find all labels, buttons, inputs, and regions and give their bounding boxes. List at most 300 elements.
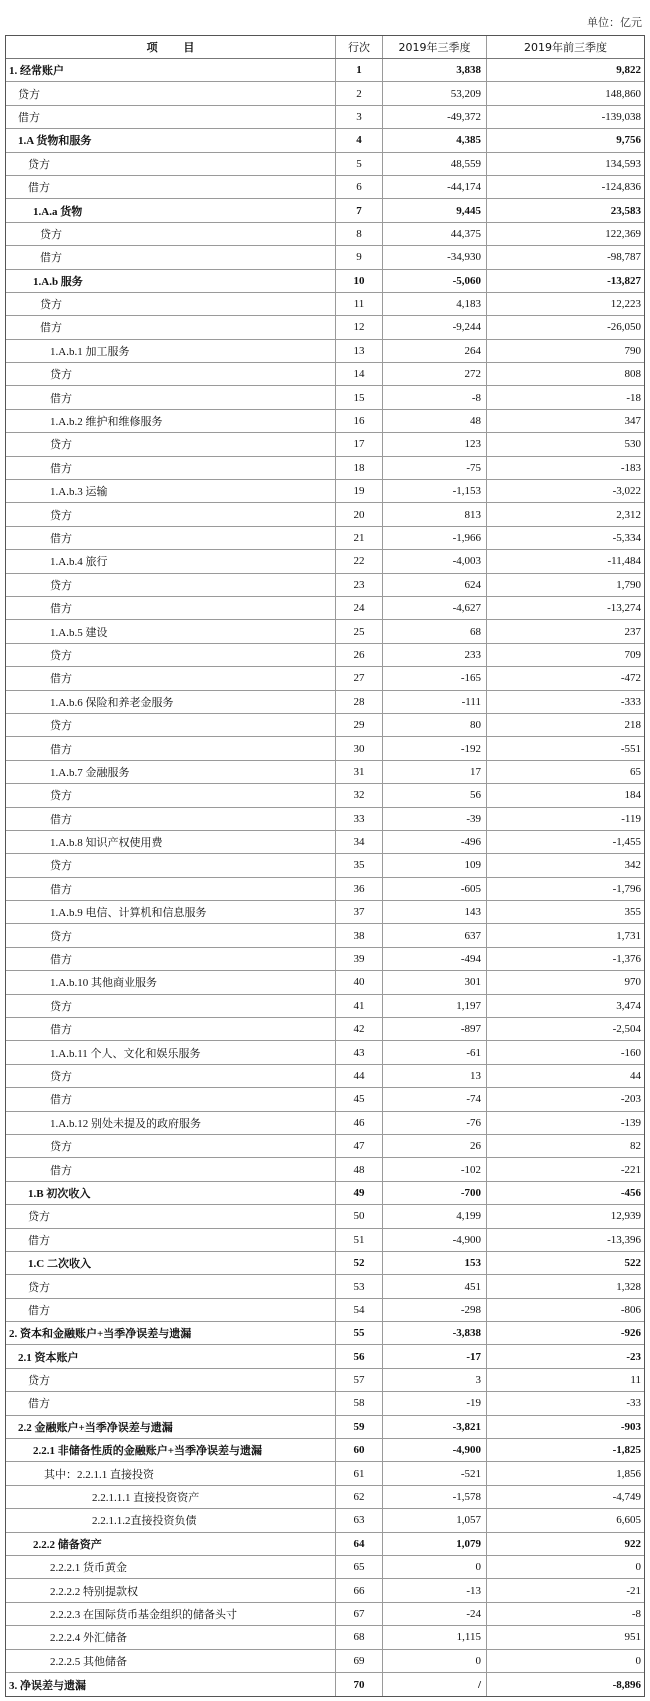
row-line-number: 57 xyxy=(336,1369,383,1391)
row-line-number: 34 xyxy=(336,831,383,853)
row-ytd-value: 6,605 xyxy=(616,1514,641,1527)
row-line-number: 59 xyxy=(336,1416,383,1438)
row-q3-value: 53,209 xyxy=(383,82,487,104)
row-line-number: 21 xyxy=(336,527,383,549)
table-row xyxy=(6,1462,644,1485)
table-row xyxy=(6,620,644,643)
row-q3-value: -605 xyxy=(383,878,487,900)
row-item-label: 1. 经常账户 xyxy=(6,59,336,81)
row-q3-value: -1,153 xyxy=(383,480,487,502)
row-ytd-value: 530 xyxy=(624,438,641,451)
row-item-label: 2.2.2.3 在国际货币基金组织的储备头寸 xyxy=(6,1603,336,1625)
row-line-number: 36 xyxy=(336,878,383,900)
row-q3-value: 272 xyxy=(383,363,487,385)
row-ytd-value: -13,827 xyxy=(607,274,641,287)
row-q3-value: 0 xyxy=(383,1556,487,1578)
row-item-label: 2.2.2.4 外汇储备 xyxy=(6,1626,336,1648)
row-line-number: 69 xyxy=(336,1650,383,1672)
row-item-label: 贷方 xyxy=(6,363,336,385)
row-item-label: 贷方 xyxy=(6,433,336,455)
row-ytd-value: 970 xyxy=(624,976,641,989)
row-q3-value: -19 xyxy=(383,1392,487,1414)
row-ytd-value: 522 xyxy=(624,1257,641,1270)
table-row xyxy=(6,901,644,924)
row-q3-value: / xyxy=(383,1673,487,1696)
row-line-number: 27 xyxy=(336,667,383,689)
row-line-number: 67 xyxy=(336,1603,383,1625)
row-item-label: 贷方 xyxy=(6,644,336,666)
table-row xyxy=(6,1533,644,1556)
row-ytd-value: 23,583 xyxy=(610,204,641,217)
row-q3-value: 4,183 xyxy=(383,293,487,315)
row-ytd-value: -8,896 xyxy=(612,1678,641,1691)
row-q3-value: -102 xyxy=(383,1158,487,1180)
row-ytd-value: -98,787 xyxy=(607,251,641,264)
row-q3-value: 813 xyxy=(383,503,487,525)
table-row xyxy=(6,340,644,363)
row-q3-value: 48 xyxy=(383,410,487,432)
row-ytd-value: -11,484 xyxy=(607,555,641,568)
table-row xyxy=(6,1439,644,1462)
row-item-label: 借方 xyxy=(6,737,336,759)
row-ytd-value: 148,860 xyxy=(605,87,641,100)
table-row xyxy=(6,129,644,152)
row-item-label: 借方 xyxy=(6,1229,336,1251)
row-item-label: 2.2.2.5 其他储备 xyxy=(6,1650,336,1672)
row-line-number: 5 xyxy=(336,153,383,175)
header-q3: 2019年三季度 xyxy=(383,36,487,58)
row-q3-value: 1,057 xyxy=(383,1509,487,1531)
table-row xyxy=(6,1369,644,1392)
table-row xyxy=(6,714,644,737)
row-ytd-value: 3,474 xyxy=(616,999,641,1012)
row-q3-value: -298 xyxy=(383,1299,487,1321)
row-line-number: 43 xyxy=(336,1041,383,1063)
row-item-label: 2. 资本和金融账户+当季净误差与遗漏 xyxy=(6,1322,336,1344)
row-ytd-value: -4,749 xyxy=(612,1491,641,1504)
row-line-number: 62 xyxy=(336,1486,383,1508)
row-line-number: 29 xyxy=(336,714,383,736)
row-ytd-value: -160 xyxy=(620,1046,641,1059)
row-q3-value: 264 xyxy=(383,340,487,362)
row-item-label: 1.B 初次收入 xyxy=(6,1182,336,1204)
row-q3-value: -496 xyxy=(383,831,487,853)
row-item-label: 1.A.a 货物 xyxy=(6,199,336,221)
table-row xyxy=(6,1205,644,1228)
row-q3-value: -76 xyxy=(383,1112,487,1134)
row-ytd-value: -1,455 xyxy=(612,836,641,849)
row-q3-value: -4,900 xyxy=(383,1439,487,1461)
row-line-number: 42 xyxy=(336,1018,383,1040)
row-line-number: 45 xyxy=(336,1088,383,1110)
row-ytd-value: -139 xyxy=(620,1116,641,1129)
row-item-label: 借方 xyxy=(6,1392,336,1414)
row-line-number: 14 xyxy=(336,363,383,385)
row-item-label: 2.1 资本账户 xyxy=(6,1345,336,1367)
row-ytd-value: 0 xyxy=(635,1561,641,1574)
row-ytd-value: 922 xyxy=(624,1537,641,1550)
row-ytd-value: -13,274 xyxy=(607,602,641,615)
row-item-label: 贷方 xyxy=(6,1135,336,1157)
row-item-label: 贷方 xyxy=(6,1065,336,1087)
row-q3-value: 4,199 xyxy=(383,1205,487,1227)
row-ytd-value: -124,836 xyxy=(601,181,641,194)
row-ytd-value: 347 xyxy=(624,415,641,428)
row-item-label: 2.2 金融账户+当季净误差与遗漏 xyxy=(6,1416,336,1438)
row-item-label: 借方 xyxy=(6,176,336,198)
row-ytd-value: 12,223 xyxy=(610,298,641,311)
header-item: 项 目 xyxy=(6,36,336,58)
table-header-row xyxy=(6,36,644,59)
row-q3-value: 153 xyxy=(383,1252,487,1274)
row-q3-value: 13 xyxy=(383,1065,487,1087)
row-line-number: 39 xyxy=(336,948,383,970)
table-row xyxy=(6,1299,644,1322)
table-row xyxy=(6,153,644,176)
row-line-number: 60 xyxy=(336,1439,383,1461)
row-item-label: 1.C 二次收入 xyxy=(6,1252,336,1274)
row-item-label: 2.2.1.1.1 直接投资资产 xyxy=(6,1486,336,1508)
row-q3-value: 44,375 xyxy=(383,223,487,245)
row-item-label: 贷方 xyxy=(6,854,336,876)
row-item-label: 借方 xyxy=(6,948,336,970)
row-q3-value: -4,900 xyxy=(383,1229,487,1251)
row-ytd-value: -33 xyxy=(626,1397,641,1410)
table-row xyxy=(6,106,644,129)
row-line-number: 15 xyxy=(336,386,383,408)
row-q3-value: -4,003 xyxy=(383,550,487,572)
row-item-label: 2.2.2.1 货币黄金 xyxy=(6,1556,336,1578)
row-item-label: 1.A.b.7 金融服务 xyxy=(6,761,336,783)
row-line-number: 32 xyxy=(336,784,383,806)
table-row xyxy=(6,1135,644,1158)
row-line-number: 6 xyxy=(336,176,383,198)
table-row xyxy=(6,550,644,573)
row-line-number: 40 xyxy=(336,971,383,993)
row-line-number: 8 xyxy=(336,223,383,245)
row-item-label: 1.A.b.12 别处未提及的政府服务 xyxy=(6,1112,336,1134)
row-line-number: 63 xyxy=(336,1509,383,1531)
row-q3-value: 109 xyxy=(383,854,487,876)
row-ytd-value: 951 xyxy=(624,1631,641,1644)
table-row xyxy=(6,574,644,597)
table-row xyxy=(6,1229,644,1252)
table-row xyxy=(6,1673,644,1696)
table-row xyxy=(6,1556,644,1579)
row-item-label: 贷方 xyxy=(6,1369,336,1391)
row-ytd-value: -21 xyxy=(626,1584,641,1597)
row-line-number: 2 xyxy=(336,82,383,104)
table-row xyxy=(6,1345,644,1368)
row-item-label: 1.A.b 服务 xyxy=(6,270,336,292)
row-q3-value: -44,174 xyxy=(383,176,487,198)
row-item-label: 借方 xyxy=(6,246,336,268)
row-item-label: 贷方 xyxy=(6,1275,336,1297)
row-q3-value: 1,197 xyxy=(383,995,487,1017)
row-q3-value: 80 xyxy=(383,714,487,736)
row-line-number: 38 xyxy=(336,924,383,946)
row-line-number: 70 xyxy=(336,1673,383,1696)
table-row xyxy=(6,480,644,503)
row-line-number: 53 xyxy=(336,1275,383,1297)
row-item-label: 1.A.b.9 电信、计算机和信息服务 xyxy=(6,901,336,923)
table-row xyxy=(6,784,644,807)
row-q3-value: -1,578 xyxy=(383,1486,487,1508)
table-row xyxy=(6,316,644,339)
row-q3-value: -39 xyxy=(383,808,487,830)
row-q3-value: -192 xyxy=(383,737,487,759)
table-row xyxy=(6,1603,644,1626)
row-line-number: 61 xyxy=(336,1462,383,1484)
row-line-number: 23 xyxy=(336,574,383,596)
table-row xyxy=(6,644,644,667)
row-line-number: 49 xyxy=(336,1182,383,1204)
row-ytd-value: -23 xyxy=(626,1350,641,1363)
row-item-label: 1.A.b.3 运输 xyxy=(6,480,336,502)
row-ytd-value: -139,038 xyxy=(601,110,641,123)
row-q3-value: -897 xyxy=(383,1018,487,1040)
table-row xyxy=(6,1416,644,1439)
row-q3-value: -75 xyxy=(383,457,487,479)
row-ytd-value: -806 xyxy=(620,1303,641,1316)
row-q3-value: 637 xyxy=(383,924,487,946)
row-ytd-value: 1,328 xyxy=(616,1280,641,1293)
table-row xyxy=(6,1182,644,1205)
row-item-label: 借方 xyxy=(6,1158,336,1180)
row-q3-value: 3,838 xyxy=(383,59,487,81)
row-q3-value: 451 xyxy=(383,1275,487,1297)
row-line-number: 25 xyxy=(336,620,383,642)
row-q3-value: 56 xyxy=(383,784,487,806)
row-q3-value: -3,821 xyxy=(383,1416,487,1438)
row-item-label: 贷方 xyxy=(6,82,336,104)
row-ytd-value: -26,050 xyxy=(607,321,641,334)
row-line-number: 51 xyxy=(336,1229,383,1251)
row-ytd-value: 2,312 xyxy=(616,508,641,521)
row-item-label: 借方 xyxy=(6,386,336,408)
row-q3-value: 1,079 xyxy=(383,1533,487,1555)
unit-label: 单位：亿元 xyxy=(587,16,642,29)
row-ytd-value: 0 xyxy=(635,1654,641,1667)
row-q3-value: 3 xyxy=(383,1369,487,1391)
row-ytd-value: 342 xyxy=(624,859,641,872)
row-ytd-value: -1,825 xyxy=(612,1444,641,1457)
row-line-number: 64 xyxy=(336,1533,383,1555)
table-row xyxy=(6,1486,644,1509)
header-line-number: 行次 xyxy=(336,36,383,58)
row-line-number: 10 xyxy=(336,270,383,292)
row-line-number: 48 xyxy=(336,1158,383,1180)
table-row xyxy=(6,433,644,456)
table-row xyxy=(6,737,644,760)
row-q3-value: -111 xyxy=(383,691,487,713)
row-item-label: 借方 xyxy=(6,597,336,619)
row-line-number: 54 xyxy=(336,1299,383,1321)
table-row xyxy=(6,386,644,409)
row-item-label: 2.2.1 非储备性质的金融账户+当季净误差与遗漏 xyxy=(6,1439,336,1461)
row-item-label: 贷方 xyxy=(6,503,336,525)
table-row xyxy=(6,246,644,269)
row-line-number: 17 xyxy=(336,433,383,455)
row-line-number: 46 xyxy=(336,1112,383,1134)
row-ytd-value: -456 xyxy=(620,1186,641,1199)
row-item-label: 其中：2.2.1.1 直接投资 xyxy=(6,1462,336,1484)
row-item-label: 贷方 xyxy=(6,574,336,596)
row-ytd-value: 12,939 xyxy=(610,1210,641,1223)
table-row xyxy=(6,831,644,854)
row-item-label: 2.2.2 储备资产 xyxy=(6,1533,336,1555)
row-q3-value: -34,930 xyxy=(383,246,487,268)
row-ytd-value: -3,022 xyxy=(612,485,641,498)
table-row xyxy=(6,924,644,947)
table-row xyxy=(6,1112,644,1135)
row-ytd-value: -221 xyxy=(620,1163,641,1176)
table-row xyxy=(6,1018,644,1041)
row-q3-value: -8 xyxy=(383,386,487,408)
row-q3-value: 301 xyxy=(383,971,487,993)
row-line-number: 24 xyxy=(336,597,383,619)
row-ytd-value: 709 xyxy=(624,648,641,661)
row-line-number: 13 xyxy=(336,340,383,362)
row-ytd-value: -203 xyxy=(620,1093,641,1106)
row-line-number: 19 xyxy=(336,480,383,502)
row-q3-value: -49,372 xyxy=(383,106,487,128)
row-ytd-value: -13,396 xyxy=(607,1233,641,1246)
row-line-number: 4 xyxy=(336,129,383,151)
table-row xyxy=(6,527,644,550)
row-q3-value: -494 xyxy=(383,948,487,970)
row-ytd-value: -183 xyxy=(620,461,641,474)
row-q3-value: 1,115 xyxy=(383,1626,487,1648)
row-item-label: 1.A.b.11 个人、文化和娱乐服务 xyxy=(6,1041,336,1063)
table-row xyxy=(6,1088,644,1111)
balance-of-payments-table xyxy=(5,35,645,1697)
row-line-number: 41 xyxy=(336,995,383,1017)
row-line-number: 55 xyxy=(336,1322,383,1344)
row-q3-value: -700 xyxy=(383,1182,487,1204)
row-item-label: 1.A.b.8 知识产权使用费 xyxy=(6,831,336,853)
row-ytd-value: 11 xyxy=(630,1374,641,1387)
row-q3-value: 0 xyxy=(383,1650,487,1672)
table-row xyxy=(6,410,644,433)
row-item-label: 3. 净误差与遗漏 xyxy=(6,1673,336,1696)
row-ytd-value: -551 xyxy=(620,742,641,755)
row-item-label: 贷方 xyxy=(6,1205,336,1227)
row-ytd-value: -333 xyxy=(620,695,641,708)
row-q3-value: -521 xyxy=(383,1462,487,1484)
table-row xyxy=(6,270,644,293)
row-item-label: 2.2.1.1.2直接投资负债 xyxy=(6,1509,336,1531)
row-q3-value: 26 xyxy=(383,1135,487,1157)
row-line-number: 11 xyxy=(336,293,383,315)
table-row xyxy=(6,223,644,246)
row-ytd-value: 1,731 xyxy=(616,929,641,942)
header-ytd: 2019年前三季度 xyxy=(524,41,607,54)
row-q3-value: 9,445 xyxy=(383,199,487,221)
row-ytd-value: -926 xyxy=(620,1327,641,1340)
table-row xyxy=(6,293,644,316)
row-ytd-value: 790 xyxy=(624,344,641,357)
row-item-label: 贷方 xyxy=(6,714,336,736)
table-row xyxy=(6,503,644,526)
table-row xyxy=(6,761,644,784)
row-line-number: 68 xyxy=(336,1626,383,1648)
row-ytd-value: -1,796 xyxy=(612,882,641,895)
row-line-number: 9 xyxy=(336,246,383,268)
table-row xyxy=(6,1322,644,1345)
table-row xyxy=(6,1650,644,1673)
row-line-number: 22 xyxy=(336,550,383,572)
row-ytd-value: -18 xyxy=(626,391,641,404)
table-row xyxy=(6,691,644,714)
row-line-number: 7 xyxy=(336,199,383,221)
row-q3-value: 4,385 xyxy=(383,129,487,151)
table-row xyxy=(6,1252,644,1275)
row-ytd-value: 1,856 xyxy=(616,1467,641,1480)
row-q3-value: -5,060 xyxy=(383,270,487,292)
row-item-label: 借方 xyxy=(6,808,336,830)
row-item-label: 借方 xyxy=(6,106,336,128)
table-row xyxy=(6,176,644,199)
row-line-number: 20 xyxy=(336,503,383,525)
row-ytd-value: 237 xyxy=(624,625,641,638)
row-line-number: 12 xyxy=(336,316,383,338)
row-q3-value: -3,838 xyxy=(383,1322,487,1344)
row-ytd-value: -119 xyxy=(621,812,641,825)
row-q3-value: 48,559 xyxy=(383,153,487,175)
row-q3-value: -17 xyxy=(383,1345,487,1367)
row-ytd-value: 218 xyxy=(624,719,641,732)
row-item-label: 1.A.b.10 其他商业服务 xyxy=(6,971,336,993)
row-item-label: 1.A.b.2 维护和维修服务 xyxy=(6,410,336,432)
row-item-label: 贷方 xyxy=(6,924,336,946)
row-item-label: 1.A 货物和服务 xyxy=(6,129,336,151)
table-row xyxy=(6,995,644,1018)
row-ytd-value: 9,822 xyxy=(616,64,641,77)
row-q3-value: -9,244 xyxy=(383,316,487,338)
table-row xyxy=(6,59,644,82)
row-ytd-value: 44 xyxy=(630,1069,641,1082)
row-q3-value: -4,627 xyxy=(383,597,487,619)
table-row xyxy=(6,1158,644,1181)
row-q3-value: -1,966 xyxy=(383,527,487,549)
table-row xyxy=(6,199,644,222)
row-ytd-value: 82 xyxy=(630,1140,641,1153)
row-line-number: 37 xyxy=(336,901,383,923)
row-line-number: 66 xyxy=(336,1579,383,1601)
row-ytd-value: -903 xyxy=(620,1420,641,1433)
row-item-label: 1.A.b.5 建设 xyxy=(6,620,336,642)
row-item-label: 贷方 xyxy=(6,784,336,806)
row-item-label: 贷方 xyxy=(6,153,336,175)
row-line-number: 3 xyxy=(336,106,383,128)
row-ytd-value: 122,369 xyxy=(605,227,641,240)
row-item-label: 借方 xyxy=(6,316,336,338)
row-line-number: 35 xyxy=(336,854,383,876)
row-item-label: 贷方 xyxy=(6,293,336,315)
row-q3-value: -61 xyxy=(383,1041,487,1063)
row-item-label: 2.2.2.2 特别提款权 xyxy=(6,1579,336,1601)
row-item-label: 借方 xyxy=(6,878,336,900)
row-ytd-value: -8 xyxy=(631,1607,641,1620)
row-ytd-value: 134,593 xyxy=(605,157,641,170)
row-ytd-value: -1,376 xyxy=(612,953,641,966)
table-row xyxy=(6,1509,644,1532)
table-row xyxy=(6,597,644,620)
row-q3-value: 17 xyxy=(383,761,487,783)
row-ytd-value: -2,504 xyxy=(612,1023,641,1036)
row-line-number: 33 xyxy=(336,808,383,830)
